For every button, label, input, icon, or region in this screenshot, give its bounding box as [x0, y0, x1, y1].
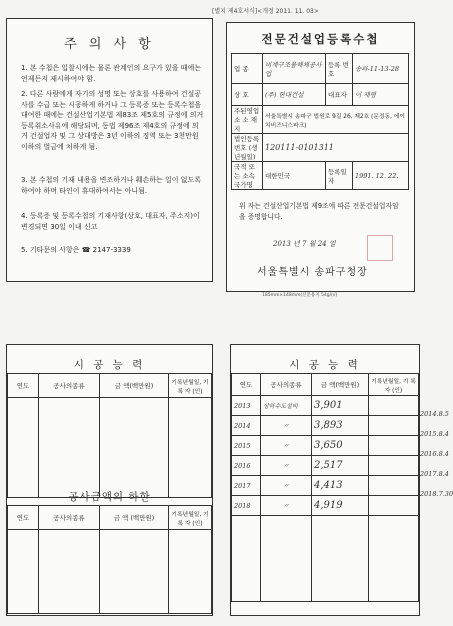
label-address: 주된영업소 소 재 지	[232, 106, 263, 134]
header-record: 기록년월일, 기 록 자 (인)	[369, 374, 419, 396]
row-year: 2015	[232, 436, 261, 456]
value-trade-name: (주) 현대건설	[263, 84, 326, 106]
notice-panel	[6, 18, 213, 282]
header-amount: 금 액(백만원)	[312, 374, 369, 396]
header-year: 연도	[8, 506, 39, 530]
row-year: 2013	[232, 396, 261, 416]
row-amount: 4,919	[312, 496, 369, 516]
form-label: [별지 제4호서식]<개정 2011. 11. 03>	[212, 8, 319, 15]
header-type: 공사의종류	[39, 374, 100, 398]
header-record: 기록년월일, 기 록 자 (인)	[169, 506, 212, 530]
header-type: 공사의종류	[39, 506, 100, 530]
table-row	[232, 496, 419, 516]
capacity-left-panel	[6, 344, 213, 616]
header-type: 공사의종류	[261, 374, 312, 396]
notice-item-3: 3. 본 수첩의 기재 내용을 변조하거나 훼손하는 일이 없도록 하여야 하며 타인이 휴대하여서는 아니됨.	[21, 176, 202, 195]
value-rep: 이 재평	[353, 84, 409, 106]
row-amount: 3,901	[312, 396, 369, 416]
row-year: 2017	[232, 476, 261, 496]
label-corp-no: 법인등록번호 (생년월일)	[232, 134, 263, 162]
side-note: 2017.8.4	[420, 470, 449, 478]
label-rep: 대표자	[326, 84, 353, 106]
notice-item-5: 5. 기타문의 사항은 ☎ 2147-3339	[21, 246, 131, 254]
capacity-right-panel	[230, 344, 420, 616]
row-amount: 3,893	[312, 416, 369, 436]
row-type: 〃	[261, 436, 312, 456]
certificate-title: 전문건설업등록수첩	[261, 32, 380, 46]
row-year: 2014	[232, 416, 261, 436]
value-business: 비계구조물해체공사업	[263, 54, 326, 84]
header-year: 연도	[232, 374, 261, 396]
capacity-right-title: 시 공 능 력	[289, 359, 361, 371]
table-row	[232, 396, 419, 416]
side-note: 2014.8.5	[420, 410, 449, 418]
header-amount: 금 액(백만원)	[100, 374, 169, 398]
row-amount: 2,517	[312, 456, 369, 476]
notice-item-1: 1. 본 수첩은 입찰시에는 물론 관계인의 요구가 있을 때에는 언제든지 제시하여야 함.	[21, 64, 202, 83]
label-business: 업 종	[232, 54, 263, 84]
value-reg-date: 1991. 12. 22.	[353, 162, 409, 190]
side-note: 2016.8.4	[420, 450, 449, 458]
table-row	[232, 476, 419, 496]
footer-small: 185mm×148mm(신문용지 54g/㎡)	[262, 293, 338, 298]
row-type: 〃	[261, 476, 312, 496]
row-type: 〃	[261, 416, 312, 436]
value-corp-no: 120111-0101311	[263, 134, 409, 162]
label-reg-date: 등록일자	[326, 162, 353, 190]
header-amount: 금 액 (백만원)	[100, 506, 169, 530]
row-type: 〃	[261, 496, 312, 516]
notice-title: 주 의 사 항	[64, 37, 155, 52]
issuer: 서울특별시 송파구청장	[257, 267, 368, 278]
capacity-left-table	[7, 373, 212, 498]
row-year: 2016	[232, 456, 261, 476]
label-trade-name: 상 호	[232, 84, 263, 106]
side-note: 2018.7.30	[420, 490, 453, 498]
header-year: 연도	[8, 374, 39, 398]
value-nationality: 대한민국	[263, 162, 326, 190]
limit-left-title: 공사금액의 하한	[68, 491, 151, 503]
side-note: 2015.8.4	[420, 430, 449, 438]
table-row	[232, 456, 419, 476]
certificate-statement: 위 자는 건설산업기본법 제9조에 따른 전문건설업자임을 증명합니다.	[239, 202, 399, 221]
capacity-right-table	[231, 373, 419, 602]
label-reg-no: 등록 번호	[326, 54, 353, 84]
certificate-panel	[226, 22, 415, 292]
row-amount: 4,413	[312, 476, 369, 496]
label-nationality: 국적 또는 소속국가명	[232, 162, 263, 190]
table-row	[232, 436, 419, 456]
value-address: 서울특별시 송파구 법원로 9길 26, 제2호 (문정동, 에이치비즈니스파크)	[263, 106, 409, 134]
capacity-left-title: 시 공 능 력	[73, 359, 146, 371]
notice-item-4: 4. 등록증 및 등록수첩의 기재사항(상호, 대표자, 주소지)이 변경되면 30일 이내 신고	[21, 212, 200, 231]
row-type: 상하수도설비	[261, 396, 312, 416]
certificate-table	[231, 53, 409, 190]
value-reg-no: 송파-11-13-28	[353, 54, 409, 84]
notice-item-2: 2. 다른 사람에게 자기의 성명 또는 상호를 사용하여 건설공사를 수급 또는 시공하게 하거나 그 등록증 또는 등록수첩을 대여한 때에는 건설산업기본법 제83조 제5호의 규정에 의거 등록취소사유에 해당되며, 동법 제96조 제4호의 규정에 의거 건설업자 및 그 상대방은 3년 이하의 징역 또는 3천만원 이하의 벌금에 처하게 됨.	[21, 90, 204, 151]
row-year: 2018	[232, 496, 261, 516]
row-type: 〃	[261, 456, 312, 476]
limit-left-table	[7, 505, 212, 614]
row-amount: 3,650	[312, 436, 369, 456]
header-record: 기록년월일, 기 록 자 (인)	[169, 374, 212, 398]
issue-date: 2013 년 7 월 24 일	[273, 240, 336, 248]
table-row	[232, 416, 419, 436]
official-seal	[367, 235, 393, 261]
